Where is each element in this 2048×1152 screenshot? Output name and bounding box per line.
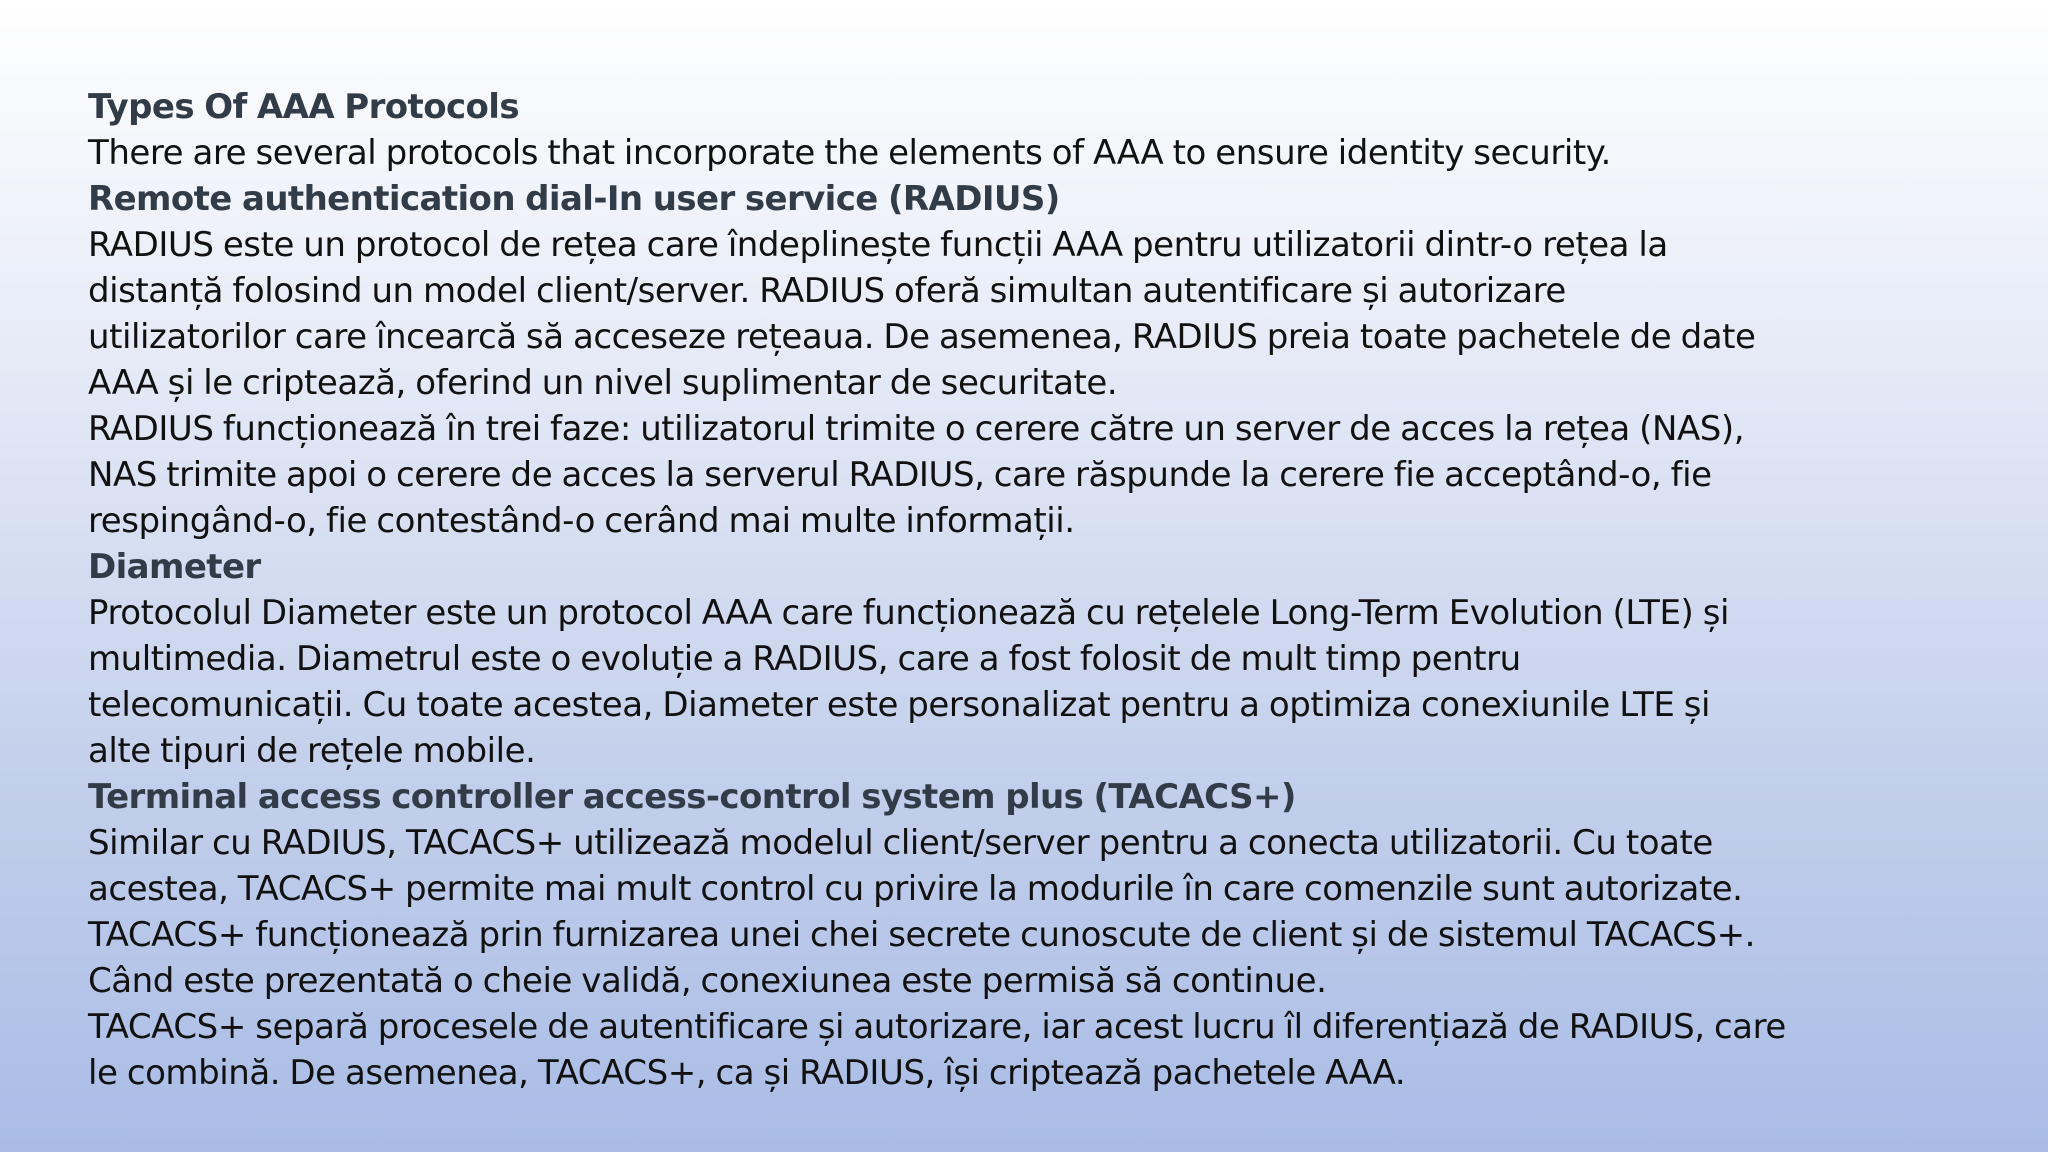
- tacacs-text-line: Similar cu RADIUS, TACACS+ utilizează modelul client/server pentru a conecta utilizatorii. Cu toate: [88, 823, 1713, 863]
- radius-text-line: respingând-o, fie contestând-o cerând mai multe informații.: [88, 501, 1075, 541]
- tacacs-text-line: Când este prezentată o cheie validă, conexiunea este permisă să continue.: [88, 961, 1327, 1001]
- section-heading-radius: Remote authentication dial-In user service (RADIUS): [88, 179, 1060, 219]
- slide-content: [88, 84, 1988, 1096]
- radius-text-line: distanță folosind un model client/server. RADIUS oferă simultan autentificare și autorizare: [88, 271, 1566, 311]
- diameter-text-line: Protocolul Diameter este un protocol AAA care funcționează cu rețelele Long-Term Evolution (LTE) și: [88, 593, 1729, 633]
- diameter-text-line: multimedia. Diametrul este o evoluție a RADIUS, care a fost folosit de mult timp pentru: [88, 639, 1521, 679]
- tacacs-text-line: acestea, TACACS+ permite mai mult control cu privire la modurile în care comenzile sunt autorizate.: [88, 869, 1743, 909]
- section-heading-tacacs: Terminal access controller access-control system plus (TACACS+): [88, 777, 1296, 817]
- intro-text: There are several protocols that incorporate the elements of AAA to ensure identity security.: [88, 133, 1611, 173]
- radius-text-line: NAS trimite apoi o cerere de acces la serverul RADIUS, care răspunde la cerere fie acceptând-o, fie: [88, 455, 1712, 495]
- radius-text-line: RADIUS este un protocol de rețea care îndeplinește funcții AAA pentru utilizatorii dintr-o rețea la: [88, 225, 1668, 265]
- tacacs-text-line: TACACS+ separă procesele de autentificare și autorizare, iar acest lucru îl diferențiază de RADIUS, care: [88, 1007, 1786, 1047]
- page-title: Types Of AAA Protocols: [88, 87, 519, 127]
- tacacs-text-line: le combină. De asemenea, TACACS+, ca și RADIUS, își criptează pachetele AAA.: [88, 1053, 1406, 1093]
- diameter-text-line: telecomunicații. Cu toate acestea, Diameter este personalizat pentru a optimiza conexiunile LTE și: [88, 685, 1711, 725]
- diameter-text-line: alte tipuri de rețele mobile.: [88, 731, 536, 771]
- tacacs-text-line: TACACS+ funcționează prin furnizarea unei chei secrete cunoscute de client și de sistemul TACACS+.: [88, 915, 1756, 955]
- radius-text-line: AAA și le criptează, oferind un nivel suplimentar de securitate.: [88, 363, 1118, 403]
- radius-text-line: RADIUS funcționează în trei faze: utilizatorul trimite o cerere către un server de acces la rețea (NAS),: [88, 409, 1745, 449]
- radius-text-line: utilizatorilor care încearcă să acceseze rețeaua. De asemenea, RADIUS preia toate pachetele de date: [88, 317, 1756, 357]
- section-heading-diameter: Diameter: [88, 547, 261, 587]
